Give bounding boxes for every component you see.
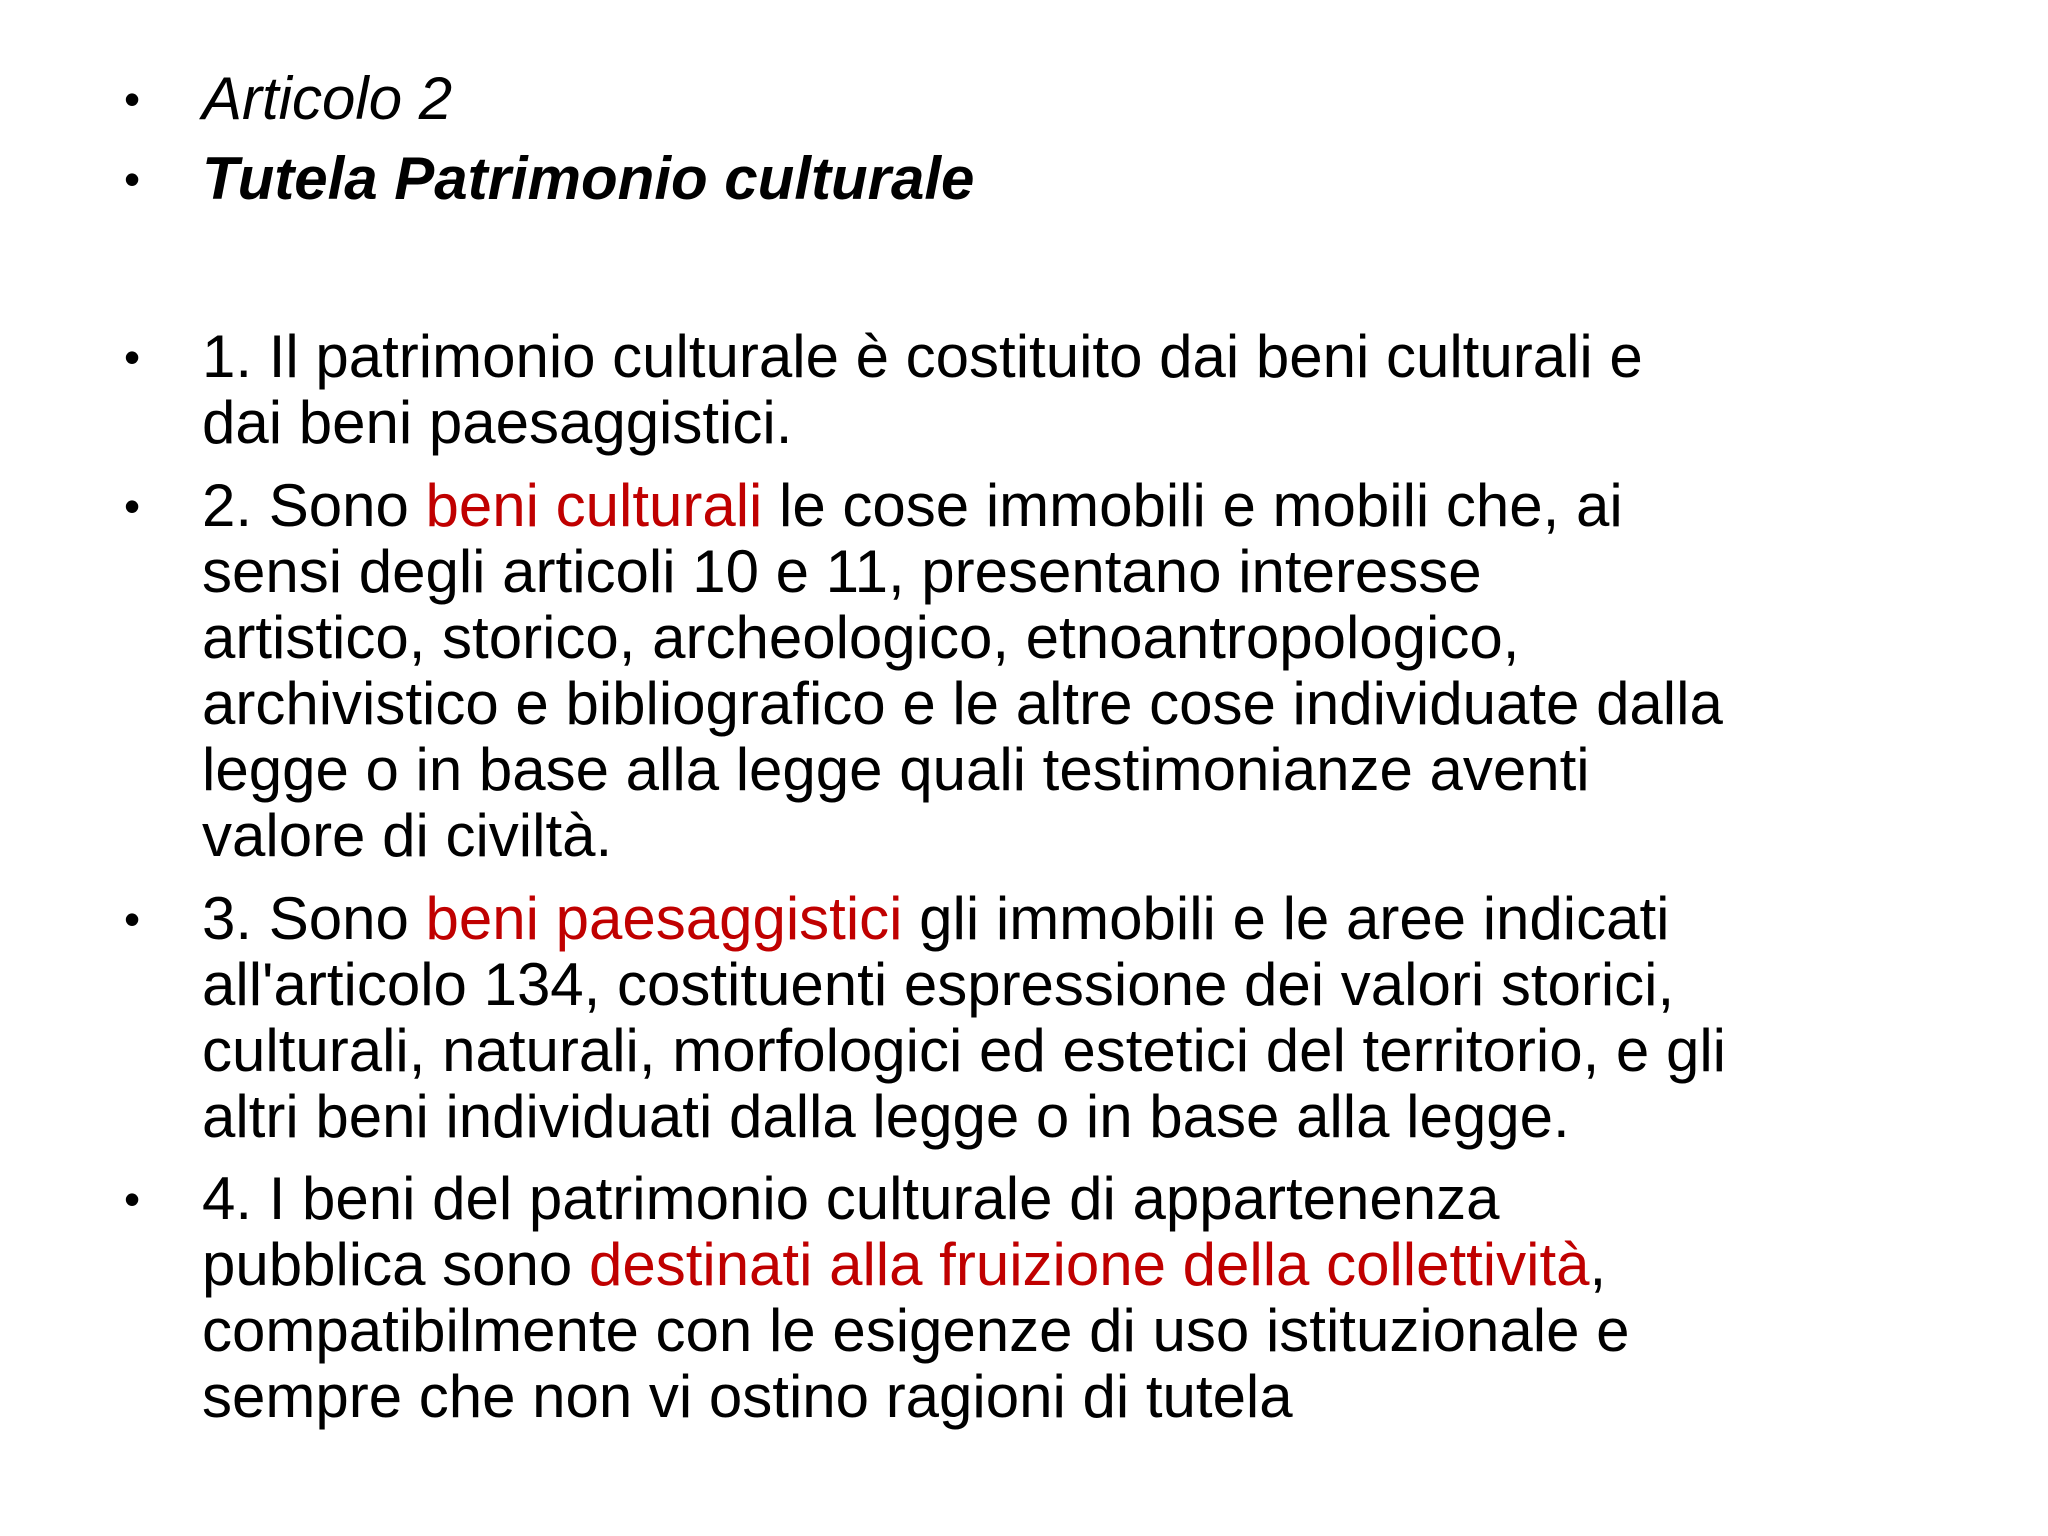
text-line: sempre che non vi ostino ragioni di tutela bbox=[202, 1363, 1293, 1430]
text-line bbox=[202, 886, 1726, 952]
text-segment: gli immobili e le aree indicati bbox=[902, 885, 1670, 952]
bullet-icon: • bbox=[124, 480, 141, 532]
bullet-icon: • bbox=[124, 153, 141, 205]
text-line: culturali, naturali, morfologici ed estetici del territorio, e gli bbox=[202, 1017, 1726, 1084]
text-line: dai beni paesaggistici. bbox=[202, 389, 793, 456]
text-line: all'articolo 134, costituenti espressione dei valori storici, bbox=[202, 951, 1675, 1018]
text-segment: 2. Sono bbox=[202, 472, 426, 539]
text-line: valore di civiltà. bbox=[202, 802, 613, 869]
text-line bbox=[202, 1232, 1630, 1298]
text-segment: pubblica sono bbox=[202, 1231, 589, 1298]
bullet-icon: • bbox=[124, 1173, 141, 1225]
slide-title-row bbox=[124, 146, 1994, 212]
item-2-text bbox=[202, 473, 1723, 869]
list-item-1 bbox=[124, 324, 1994, 456]
list-item-2 bbox=[124, 473, 1994, 869]
bullet-icon: • bbox=[124, 73, 141, 125]
text-line bbox=[202, 473, 1723, 539]
highlight-beni-paesaggistici: beni paesaggistici bbox=[425, 885, 903, 952]
text-line: archivistico e bibliografico e le altre cose individuate dalla bbox=[202, 670, 1723, 737]
text-line: compatibilmente con le esigenze di uso istituzionale e bbox=[202, 1297, 1630, 1364]
bullet-icon: • bbox=[124, 331, 141, 383]
item-4-text bbox=[202, 1166, 1630, 1430]
text-segment: , bbox=[1589, 1231, 1607, 1298]
item-3-text bbox=[202, 886, 1726, 1150]
text-segment: le cose immobili e mobili che, ai bbox=[762, 472, 1623, 539]
text-line: artistico, storico, archeologico, etnoantropologico, bbox=[202, 604, 1520, 671]
article-heading-row bbox=[124, 66, 1994, 132]
slide-title: Tutela Patrimonio culturale bbox=[202, 145, 975, 212]
bullet-icon: • bbox=[124, 893, 141, 945]
highlight-fruizione-collettivita: destinati alla fruizione della collettività bbox=[588, 1231, 1590, 1298]
item-1-text bbox=[202, 324, 1643, 456]
text-line: 4. I beni del patrimonio culturale di appartenenza bbox=[202, 1165, 1500, 1232]
highlight-beni-culturali: beni culturali bbox=[425, 472, 763, 539]
text-line: altri beni individuati dalla legge o in base alla legge. bbox=[202, 1083, 1570, 1150]
text-line: 1. Il patrimonio culturale è costituito dai beni culturali e bbox=[202, 323, 1643, 390]
list-item-4 bbox=[124, 1166, 1994, 1430]
article-number: Articolo 2 bbox=[202, 65, 453, 132]
text-segment: 3. Sono bbox=[202, 885, 426, 952]
list-item-3 bbox=[124, 886, 1994, 1150]
text-line: sensi degli articoli 10 e 11, presentano interesse bbox=[202, 538, 1482, 605]
text-line: legge o in base alla legge quali testimonianze aventi bbox=[202, 736, 1590, 803]
